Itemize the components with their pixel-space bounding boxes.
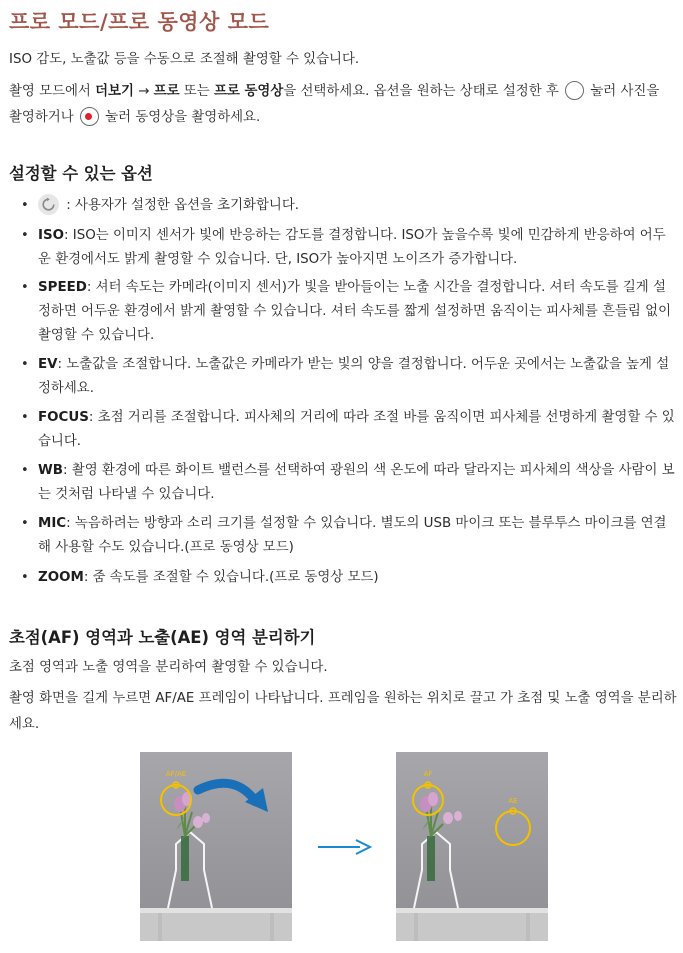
more-label: 더보기 (95, 84, 134, 99)
shutter-button-icon (565, 81, 584, 100)
option-speed: • SPEED: 셔터 속도는 카메라(이미지 센서)가 빛을 받아들이는 노출 시간을 결정합니다. 셔터 속도를 길게 설정하면 어두운 환경에서 밝게 촬영할 수 있습니다. 셔터 속도를 짧게 설정하면 움직이는 피사체를 흔들림 없이 촬영할 수 있습니다. (38, 276, 678, 348)
option-reset: • : 사용자가 설정한 옵션을 초기화합니다. (38, 194, 678, 218)
record-button-icon (80, 107, 99, 126)
instruction-text: 촬영 모드에서 더보기 → 프로 또는 프로 동영상을 선택하세요. 옵션을 원하는 상태로 설정한 후 눌러 사진을 촬영하거나 눌러 동영상을 촬영하세요. (9, 79, 677, 131)
afae-intro-text: 초점 영역과 노출 영역을 분리하여 촬영할 수 있습니다. (9, 660, 328, 675)
option-ev: • EV: 노출값을 조절합니다. 노출값은 카메라가 받는 빛의 양을 결정합니다. 어두운 곳에서는 노출값을 높게 설정하세요. (38, 353, 678, 401)
afae-heading: 초점(AF) 영역과 노출(AE) 영역 분리하기 (9, 628, 316, 647)
afae-instruction-text: 촬영 화면을 길게 누르면 AF/AE 프레임이 나타납니다. 프레임을 원하는 위치로 끌고 가 초점 및 노출 영역을 분리하세요. (9, 691, 677, 732)
option-focus: • FOCUS: 초점 거리를 조절합니다. 피사체의 거리에 따라 조절 바를 움직이면 피사체를 선명하게 촬영할 수 있습니다. (38, 406, 678, 454)
right-arrow-icon (316, 836, 372, 858)
options-heading: 설정할 수 있는 옵션 (9, 164, 153, 183)
figure-before (140, 752, 292, 941)
intro-text: ISO 감도, 노출값 등을 수동으로 조절해 촬영할 수 있습니다. (9, 52, 360, 67)
option-wb: • WB: 촬영 환경에 따른 화이트 밸런스를 선택하여 광원의 색 온도에 따라 달라지는 피사체의 색상을 사람이 보는 것처럼 나타낼 수 있습니다. (38, 459, 678, 507)
figure-after (396, 752, 548, 941)
pro-video-label: 프로 동영상 (213, 84, 284, 99)
pro-label: 프로 (153, 84, 180, 99)
af-label: AF (423, 770, 433, 778)
reset-icon (38, 194, 59, 215)
af-ae-label: AF/AE (165, 770, 187, 778)
option-mic: • MIC: 녹음하려는 방향과 소리 크기를 설정할 수 있습니다. 별도의 USB 마이크 또는 블루투스 마이크를 연결해 사용할 수도 있습니다.(프로 동영상 모드) (38, 512, 678, 560)
option-iso: • ISO: ISO는 이미지 센서가 빛에 반응하는 감도를 결정합니다. ISO가 높을수록 빛에 민감하게 반응하여 어두운 환경에서도 밝게 촬영할 수 있습니다. 단, ISO가 높아지면 노이즈가 증가합니다. (38, 224, 678, 272)
ae-label: AE (508, 797, 518, 805)
option-zoom: • ZOOM: 줌 속도를 조절할 수 있습니다.(프로 동영상 모드) (38, 566, 678, 590)
page-title: 프로 모드/프로 동영상 모드 (9, 10, 270, 34)
